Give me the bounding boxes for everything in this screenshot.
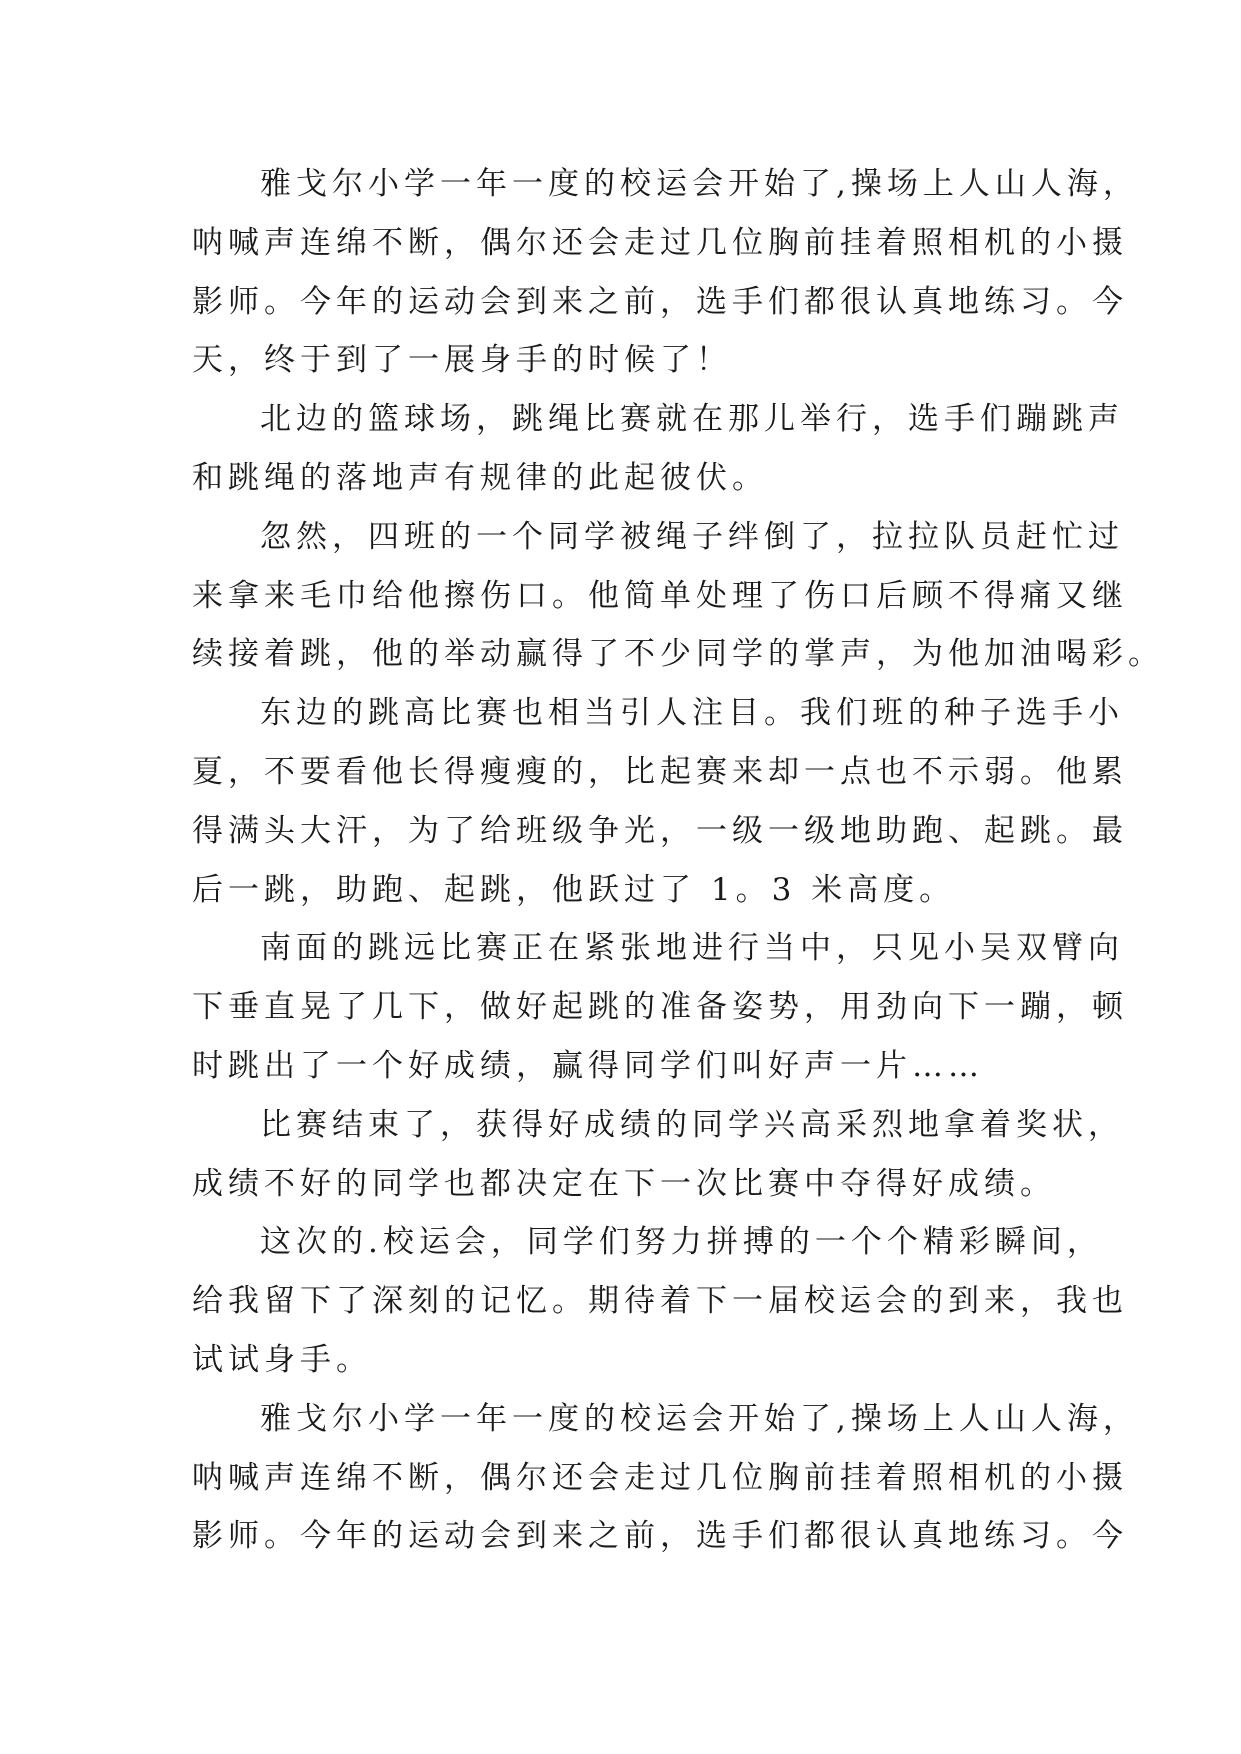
text-line: 续接着跳，他的举动赢得了不少同学的掌声，为他加油喝彩。 xyxy=(192,636,1164,672)
text-line: 南面的跳远比赛正在紧张地进行当中，只见小吴双臂向 xyxy=(260,930,1124,966)
text-line: 雅戈尔小学一年一度的校运会开始了,操场上人山人海， xyxy=(260,166,1139,202)
text-line: 影师。今年的运动会到来之前，选手们都很认真地练习。今 xyxy=(192,1518,1128,1554)
text-line: 忽然，四班的一个同学被绳子绊倒了，拉拉队员赶忙过 xyxy=(260,519,1124,555)
text-line: 来拿来毛巾给他擦伤口。他简单处理了伤口后顾不得痛又继 xyxy=(192,578,1128,614)
text-line: 给我留下了深刻的记忆。期待着下一届校运会的到来，我也 xyxy=(192,1283,1128,1319)
text-line: 时跳出了一个好成绩，赢得同学们叫好声一片…… xyxy=(192,1048,984,1084)
text-line: 得满头大汗，为了给班级争光，一级一级地助跑、起跳。最 xyxy=(192,813,1128,849)
text-line: 呐喊声连绵不断，偶尔还会走过几位胸前挂着照相机的小摄 xyxy=(192,225,1128,261)
text-line: 下垂直晃了几下，做好起跳的准备姿势，用劲向下一蹦，顿 xyxy=(192,989,1128,1025)
text-line: 东边的跳高比赛也相当引人注目。我们班的种子选手小 xyxy=(260,695,1124,731)
text-line: 后一跳，助跑、起跳，他跃过了 1。3 米高度。 xyxy=(192,872,956,908)
text-line: 雅戈尔小学一年一度的校运会开始了,操场上人山人海， xyxy=(260,1401,1139,1437)
text-line: 天，终于到了一展身手的时候了！ xyxy=(192,342,732,378)
text-line: 影师。今年的运动会到来之前，选手们都很认真地练习。今 xyxy=(192,284,1128,320)
text-line: 夏，不要看他长得瘦瘦的，比起赛来却一点也不示弱。他累 xyxy=(192,754,1128,790)
text-line: 试试身手。 xyxy=(192,1342,372,1378)
text-line: 和跳绳的落地声有规律的此起彼伏。 xyxy=(192,460,768,496)
text-line: 北边的篮球场，跳绳比赛就在那儿举行，选手们蹦跳声 xyxy=(260,401,1124,437)
text-line: 呐喊声连绵不断，偶尔还会走过几位胸前挂着照相机的小摄 xyxy=(192,1460,1128,1496)
text-line: 成绩不好的同学也都决定在下一次比赛中夺得好成绩。 xyxy=(192,1166,1056,1202)
text-line: 这次的.校运会，同学们努力拼搏的一个个精彩瞬间， xyxy=(260,1224,1103,1260)
text-line: 比赛结束了，获得好成绩的同学兴高采烈地拿着奖状， xyxy=(260,1107,1124,1143)
